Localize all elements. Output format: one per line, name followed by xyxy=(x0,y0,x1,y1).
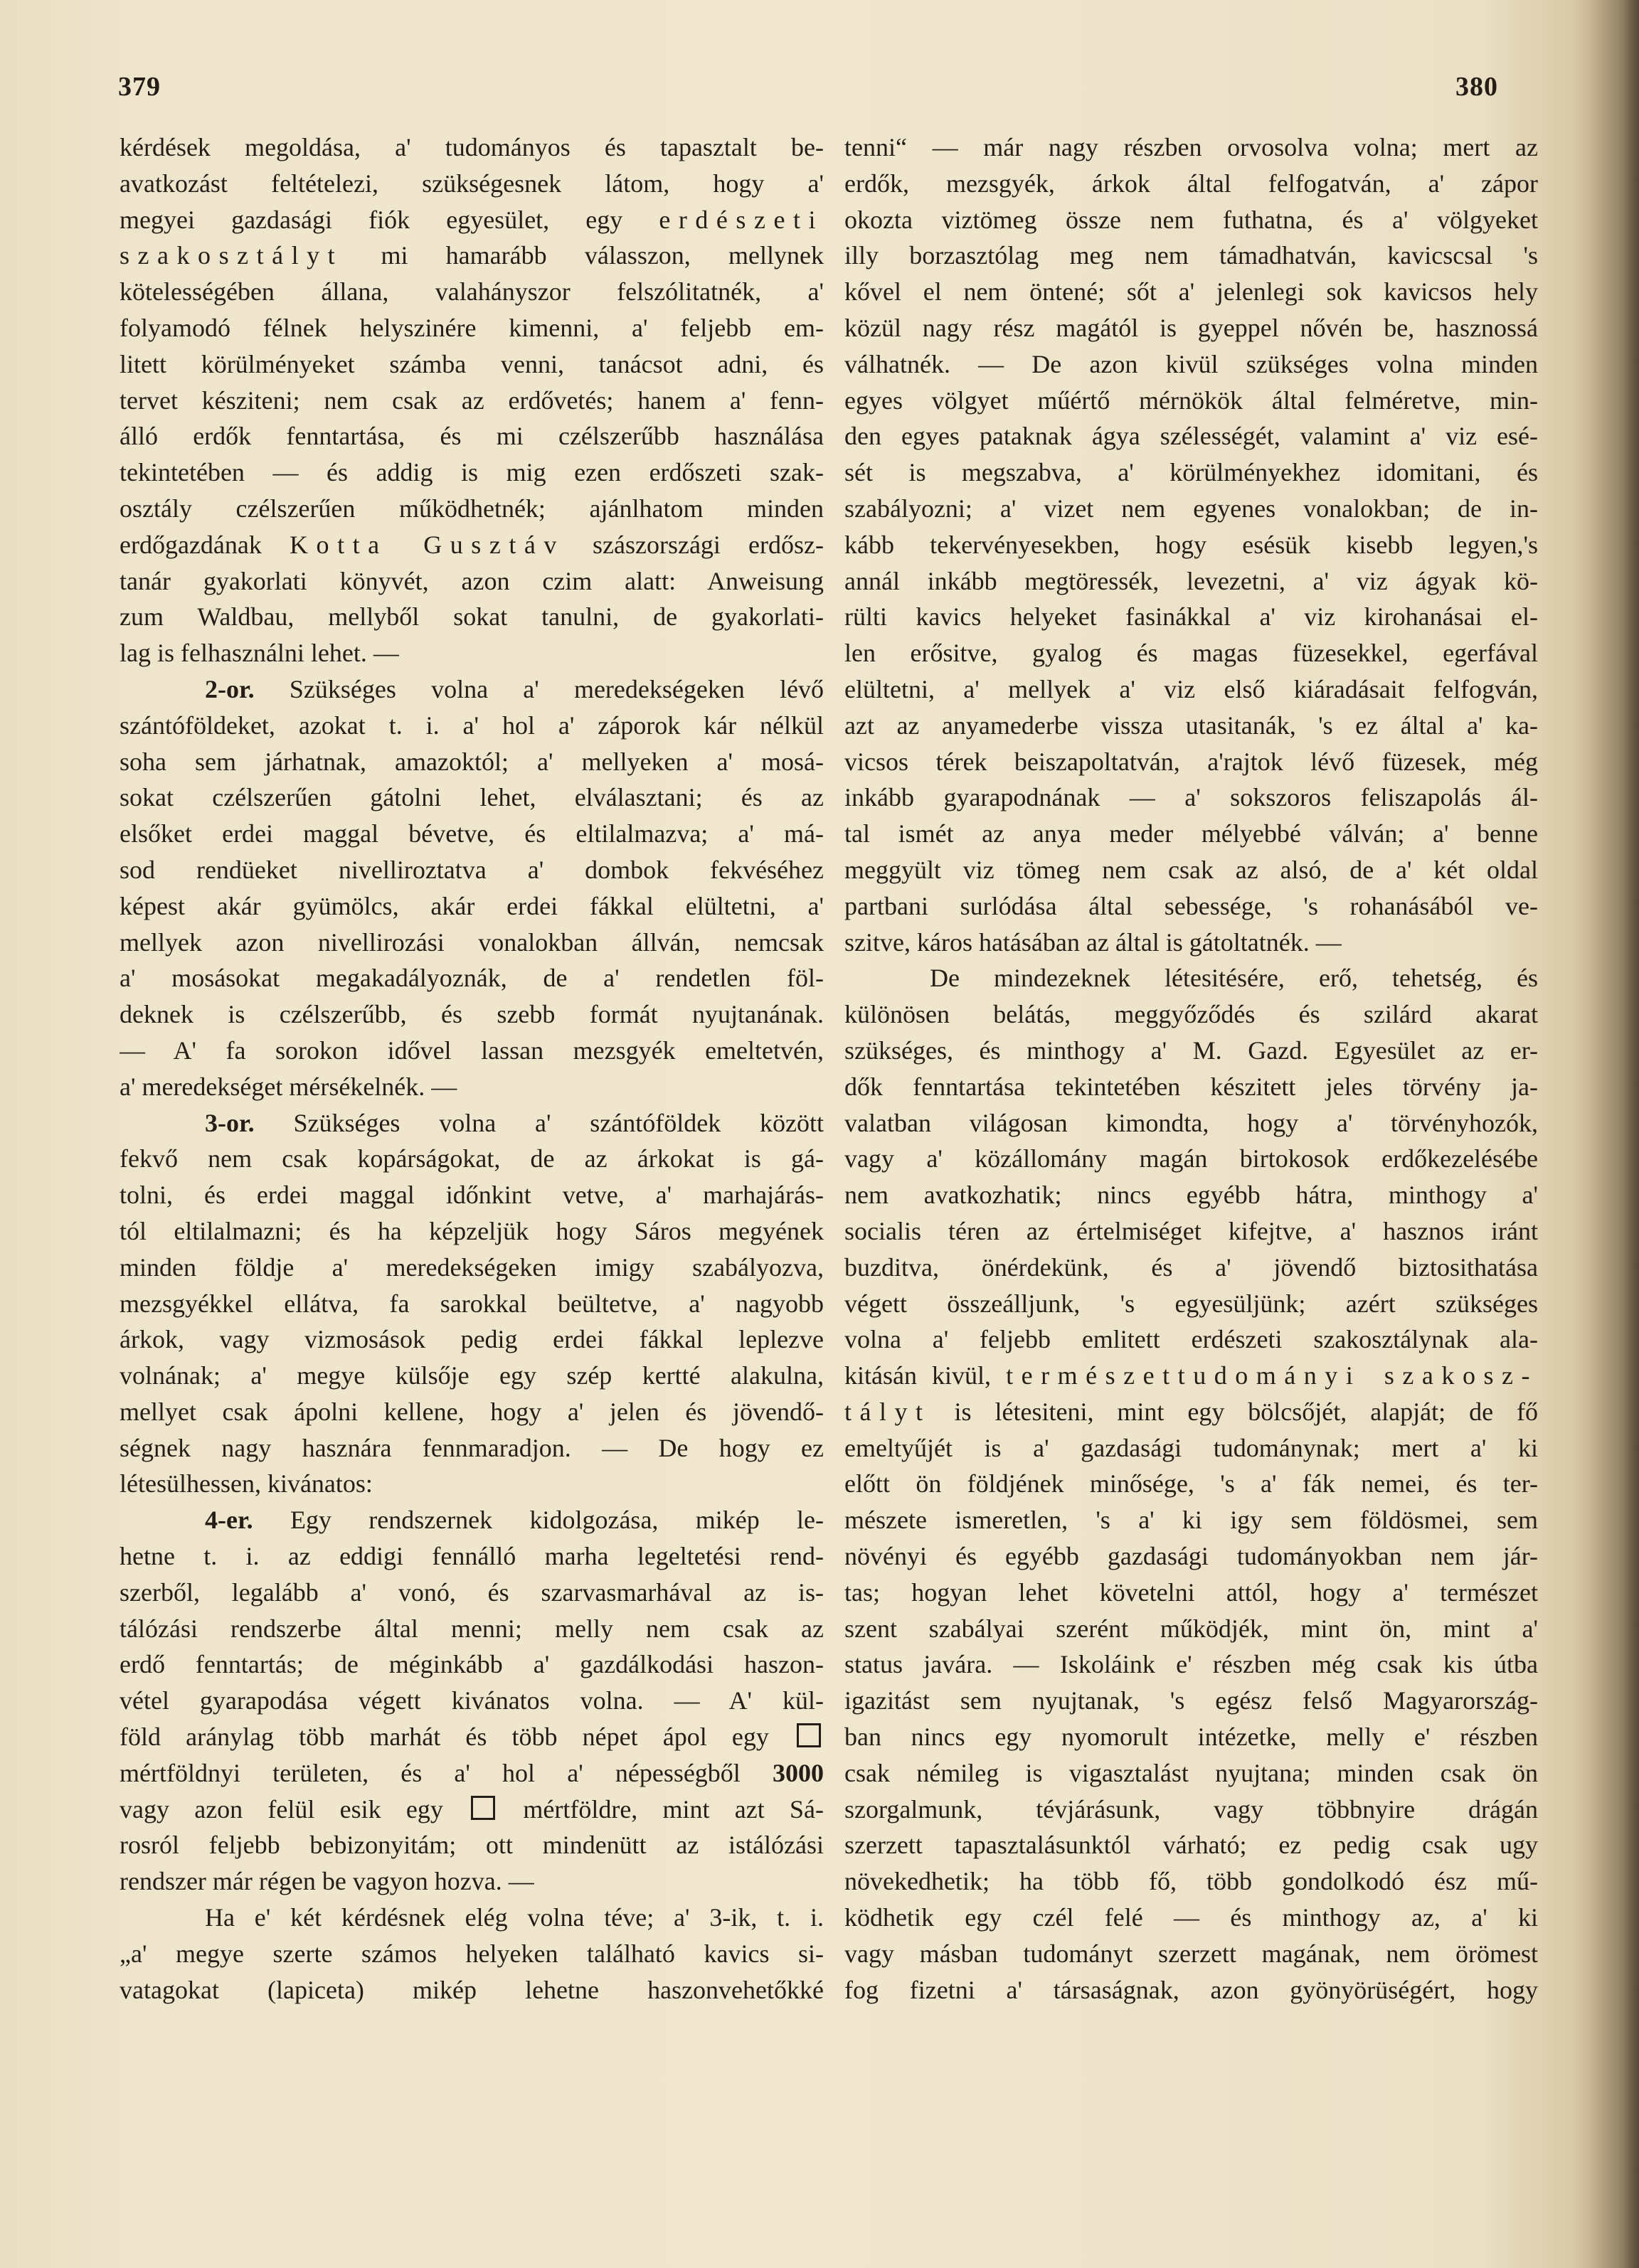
line-text: avatkozást feltételezi, szükségesnek látom, hogy a' xyxy=(120,169,824,198)
text-line xyxy=(120,1177,824,1213)
line-text: mértföldnyi területen, és a' hol a' népességből xyxy=(120,1758,741,1787)
line-text: mellyet csak ápolni kellene, hogy a' jelen és jövendő- xyxy=(120,1397,824,1426)
line-text: tekintetében — és addig is mig ezen erdőszeti szak- xyxy=(120,458,824,487)
text-line xyxy=(120,1105,824,1141)
text-line xyxy=(120,1250,824,1286)
text-line xyxy=(120,708,824,744)
line-text: mészete ismeretlen, 's a' ki igy sem földösmei, sem xyxy=(844,1506,1538,1535)
text-line xyxy=(120,1538,824,1575)
text-line xyxy=(844,816,1538,852)
line-text: kább tekervényesekben, hogy esésük kisebb legyen,'s xyxy=(844,530,1538,559)
text-line xyxy=(120,1430,824,1466)
line-text: szántóföldeket, azokat t. i. a' hol a' záporok kár nélkül xyxy=(120,710,824,740)
line-text: „a' megye szerte számos helyeken található kavics si- xyxy=(120,1939,824,1968)
line-text: status javára. — Iskoláink e' részben még csak kis útba xyxy=(844,1650,1538,1679)
text-line xyxy=(844,274,1538,310)
line-text: előtt ön földjének minősége, 's a' fák nemei, és ter- xyxy=(844,1469,1538,1498)
text-line xyxy=(120,166,824,202)
line-text: minden földje a' meredekségeken imigy szabályozva, xyxy=(120,1252,824,1282)
line-text: den egyes pataknak ágya szélességét, valamint a' viz esé- xyxy=(844,422,1538,451)
line-text: tolni, és erdei maggal időnkint vetve, a' marhajárás- xyxy=(120,1181,824,1210)
text-line xyxy=(120,816,824,852)
line-text: rosról feljebb bebizonyitám; ott mindenütt az istálózási xyxy=(120,1831,824,1860)
text-line xyxy=(120,491,824,527)
line-text: kérdések megoldása, a' tudományos és tapasztalt be- xyxy=(120,133,824,161)
text-line xyxy=(844,779,1538,816)
text-line xyxy=(844,1466,1538,1502)
text-line xyxy=(844,1394,1538,1430)
text-line xyxy=(120,1575,824,1611)
text-line xyxy=(120,1141,824,1177)
text-line xyxy=(844,310,1538,346)
line-text: vagy másban tudományt szerzett magának, nem örömest xyxy=(844,1939,1538,1968)
text-line xyxy=(120,1755,824,1791)
text-line xyxy=(844,563,1538,600)
line-text: rülti kavics helyeket fasinákkal a' viz kirohanásai el- xyxy=(844,602,1538,632)
spaced-emphasis-text: természettudományi szakosz- xyxy=(1006,1361,1538,1390)
line-text: rendszer már régen be vagyon hozva. — xyxy=(120,1867,534,1896)
line-text: végett összeálljunk, 's egyesüljünk; azért szükséges xyxy=(844,1289,1538,1318)
line-text: Ha e' két kérdésnek elég volna téve; a' 3-ik, t. i. xyxy=(205,1903,824,1932)
text-line xyxy=(844,635,1538,671)
line-text: kötelességében állana, valahányszor felszólitatnék, a' xyxy=(120,277,824,307)
text-line xyxy=(844,166,1538,202)
line-text: meggyült viz tömeg nem csak az alsó, de a' két oldal xyxy=(844,855,1538,884)
line-text: partbani surlódása által sebessége, 's rohanásából ve- xyxy=(844,891,1538,920)
text-line xyxy=(120,779,824,816)
text-line xyxy=(844,1502,1538,1538)
line-text: valatban világosan kimondta, hogy a' törvényhozók, xyxy=(844,1108,1538,1137)
text-line xyxy=(844,1105,1538,1141)
line-text: emeltyűjét is a' gazdasági tudománynak; mert a' ki xyxy=(844,1433,1538,1462)
line-text: kitásán kivül, xyxy=(844,1361,992,1390)
square-mile-symbol-icon xyxy=(797,1723,821,1747)
text-line xyxy=(844,599,1538,635)
text-line xyxy=(120,1358,824,1394)
page-edge-shadow xyxy=(1589,0,1639,2268)
line-text: tanár gyakorlati könyvét, azon czim alatt: Anweisung xyxy=(120,566,824,595)
text-line xyxy=(120,744,824,780)
line-text: ködhetik egy czél felé — és minthogy az, a' ki xyxy=(844,1903,1538,1932)
line-text: zum Waldbau, mellyből sokat tanulni, de gyakorlati- xyxy=(120,602,824,632)
line-text: vagy a' közállomány magán birtokosok erdőkezelésébe xyxy=(844,1144,1538,1173)
text-line xyxy=(120,310,824,346)
text-line xyxy=(120,925,824,961)
section-number: 3-or. xyxy=(205,1108,255,1137)
line-text: Szükséges volna a' szántóföldek között xyxy=(293,1108,824,1137)
line-text: szerből, legalább a' vonó, és szarvasmarhával az is- xyxy=(120,1577,824,1607)
text-line xyxy=(844,491,1538,527)
text-line xyxy=(120,454,824,491)
text-line xyxy=(120,1936,824,1972)
line-text: len erősitve, gyalog és magas füzesekkel, egerfával xyxy=(844,639,1538,668)
line-text: árkok, vagy vizmosások pedig erdei fákkal leplezve xyxy=(120,1325,824,1354)
line-text: tálózási rendszerbe által menni; melly nem csak az xyxy=(120,1614,824,1643)
text-line xyxy=(844,960,1538,996)
line-text: ban nincs egy nyomorult intézetke, melly e' részben xyxy=(844,1723,1538,1752)
text-line xyxy=(120,274,824,310)
line-text: vicsos térek beiszapoltatván, a'rajtok lévő füzesek, még xyxy=(844,747,1538,776)
text-line xyxy=(120,599,824,635)
text-line xyxy=(844,383,1538,419)
text-line xyxy=(844,1286,1538,1322)
text-line xyxy=(844,671,1538,708)
line-text: mellyek azon nivellirozási vonalokban állván, nemcsak xyxy=(120,927,824,957)
line-text: nem avatkozhatik; nincs egyébb hátra, minthogy a' xyxy=(844,1181,1538,1210)
text-line xyxy=(120,1827,824,1863)
line-text: sokat czélszerűen gátolni lehet, elválasztani; és az xyxy=(120,783,824,812)
text-line xyxy=(844,1069,1538,1105)
line-text: létesülhessen, kivánatos: xyxy=(120,1469,373,1498)
text-line xyxy=(844,1683,1538,1719)
text-line xyxy=(844,708,1538,744)
line-text: igazitást sem nyujtanak, 's egész felső Magyarország- xyxy=(844,1686,1538,1715)
text-line xyxy=(120,888,824,925)
line-text: fekvő nem csak kopárságokat, de az árkokat is gá- xyxy=(120,1144,824,1173)
line-text: osztály czélszerűen működhetnék; ajánlhatom minden xyxy=(120,494,824,523)
line-text: volnának; a' megye külsője egy szép kertté alakulna, xyxy=(120,1361,824,1390)
line-text: soha sem járhatnak, amazoktól; a' mellyeken a' mosá- xyxy=(120,747,824,776)
line-text: föld aránylag több marhát és több népet ápol egy xyxy=(120,1723,769,1752)
text-line xyxy=(844,1575,1538,1611)
line-text: volna a' feljebb emlitett erdészeti szakosztálynak ala- xyxy=(844,1325,1538,1354)
text-line xyxy=(844,744,1538,780)
line-text: elültetni, a' mellyek a' viz első kiáradásait felfogván, xyxy=(844,674,1538,703)
text-line xyxy=(844,1827,1538,1863)
text-line xyxy=(120,238,824,274)
spaced-emphasis-text: szakosztályt xyxy=(120,241,344,270)
line-text: folyamodó félnek helyszinére kimenni, a' feljebb em- xyxy=(120,313,824,342)
text-line xyxy=(844,1033,1538,1069)
line-text: illy borzasztólag meg nem támadhatván, kavicscsal 's xyxy=(844,241,1538,270)
line-text: szászországi erdősz- xyxy=(593,530,824,559)
text-line xyxy=(844,1646,1538,1683)
line-text: szabályozni; a' vizet nem egyenes vonalokban; de in- xyxy=(844,494,1538,523)
text-line xyxy=(120,418,824,454)
line-text: megyei gazdasági fiók egyesület, egy xyxy=(120,205,623,234)
text-line xyxy=(120,1286,824,1322)
text-line xyxy=(120,1466,824,1502)
line-text: növekedhetik; ha több fő, több gondolkodó ész mű- xyxy=(844,1867,1538,1896)
text-line xyxy=(120,129,824,166)
text-line xyxy=(120,1033,824,1069)
line-text: — A' fa sorokon idővel lassan mezsgyék emeltetvén, xyxy=(120,1035,824,1065)
line-text: okozta viztömeg össze nem futhatna, és a' völgyeket xyxy=(844,205,1538,234)
text-line xyxy=(844,925,1538,961)
text-line xyxy=(844,1900,1538,1936)
text-line xyxy=(844,202,1538,238)
line-text: azt az anyamederbe vissza utasitanák, 's ez által a' ka- xyxy=(844,710,1538,740)
text-line xyxy=(120,563,824,600)
line-text: válhatnék. — De azon kivül szükséges volna minden xyxy=(844,349,1538,378)
left-text-column xyxy=(120,129,824,2008)
text-line xyxy=(844,888,1538,925)
text-line xyxy=(120,1069,824,1105)
text-line xyxy=(120,346,824,383)
line-text: buzditva, önérdekünk, és a' jövendő biztosithatása xyxy=(844,1252,1538,1282)
line-text: a' mosásokat megakadályoznák, de a' rendetlen föl- xyxy=(120,964,824,993)
spaced-emphasis-text: tályt xyxy=(844,1397,931,1426)
text-line xyxy=(844,238,1538,274)
line-text: fog fizetni a' társaságnak, azon gyönyörüségért, hogy xyxy=(844,1975,1538,2004)
text-line xyxy=(120,1900,824,1936)
line-text: sét is megszabva, a' körülményekhez idomitani, és xyxy=(844,458,1538,487)
text-line xyxy=(120,1791,824,1828)
line-text: képest akár gyümölcs, akár erdei fákkal elültetni, a' xyxy=(120,891,824,920)
text-line xyxy=(120,1972,824,2008)
line-text: szükséges, és minthogy a' M. Gazd. Egyesület az er- xyxy=(844,1035,1538,1065)
line-text: vagy azon felül esik egy xyxy=(120,1794,443,1824)
spaced-emphasis-text: Kotta Gusztáv xyxy=(290,530,565,559)
text-line xyxy=(120,383,824,419)
line-text: vatagokat (lapiceta) mikép lehetne haszonvehetőkké xyxy=(120,1975,824,2004)
text-line xyxy=(120,1394,824,1430)
line-text: sod rendüeket nivelliroztatva a' dombok fekvéséhez xyxy=(120,855,824,884)
text-line xyxy=(120,635,824,671)
text-line xyxy=(120,852,824,888)
line-text: is létesiteni, mint egy bölcsőjét, alapját; de fő xyxy=(954,1397,1538,1426)
line-text: tenni“ — már nagy részben orvosolva volna; mert az xyxy=(844,133,1538,161)
line-text: deknek is czélszerűbb, és szebb formát nyujtanának. xyxy=(120,1000,824,1029)
line-text: szent szabályai szerént működjék, mint ön, mint a' xyxy=(844,1614,1538,1643)
text-line xyxy=(844,527,1538,563)
text-line xyxy=(844,346,1538,383)
text-line xyxy=(120,960,824,996)
text-line xyxy=(844,1430,1538,1466)
text-line xyxy=(120,1683,824,1719)
text-line xyxy=(120,1719,824,1755)
line-text: hetne t. i. az eddigi fennálló marha legeltetési rend- xyxy=(120,1542,824,1571)
line-text: socialis téren az értelmiséget kifejtve, a' hasznos iránt xyxy=(844,1216,1538,1245)
line-text: elsőket erdei maggal bévetve, és eltilalmazva; a' má- xyxy=(120,819,824,848)
line-text: vétel gyarapodása végett kivánatos volna. — A' kül- xyxy=(120,1686,824,1715)
text-line xyxy=(844,1213,1538,1250)
text-line xyxy=(844,1755,1538,1791)
line-text: tervet késziteni; nem csak az erdővetés; hanem a' fenn- xyxy=(120,385,824,415)
text-line xyxy=(844,996,1538,1033)
text-line xyxy=(120,1863,824,1900)
line-text: tas; hogyan lehet követelni attól, hogy a' természet xyxy=(844,1577,1538,1607)
line-text: szorgalmunk, tévjárásunk, vagy többnyire drágán xyxy=(844,1794,1538,1824)
line-text: különösen belátás, meggyőződés és szilárd akarat xyxy=(844,1000,1538,1029)
text-line xyxy=(844,1177,1538,1213)
text-line xyxy=(844,418,1538,454)
line-text: mi hamarább válasszon, mellynek xyxy=(381,241,824,270)
text-line xyxy=(120,1213,824,1250)
text-line xyxy=(120,1321,824,1358)
text-line xyxy=(844,1936,1538,1972)
text-line xyxy=(120,1646,824,1683)
line-text: mértföldre, mint azt Sá- xyxy=(523,1794,824,1824)
line-text: inkább gyarapodnának — a' sokszoros feliszapolás ál- xyxy=(844,783,1538,812)
line-text: De mindezeknek létesitésére, erő, tehetség, és xyxy=(930,964,1538,993)
right-text-column xyxy=(844,129,1538,2008)
page-number-left: 379 xyxy=(118,72,161,102)
line-text: szerzett tapasztalásunktól várható; ez pedig csak ugy xyxy=(844,1831,1538,1860)
page-number-right: 380 xyxy=(1455,72,1498,102)
text-line xyxy=(844,1972,1538,2008)
text-line xyxy=(844,1358,1538,1394)
line-text: mezsgyékkel ellátva, fa sarokkal beültetve, a' nagyobb xyxy=(120,1289,824,1318)
number-value: 3000 xyxy=(773,1758,824,1787)
line-text: szitve, káros hatásában az által is gátoltatnék. — xyxy=(844,927,1342,957)
line-text: Szükséges volna a' meredekségeken lévő xyxy=(289,674,824,703)
text-line xyxy=(844,1141,1538,1177)
text-line xyxy=(844,1611,1538,1647)
text-line xyxy=(120,202,824,238)
text-line xyxy=(844,1250,1538,1286)
line-text: ségnek nagy hasznára fennmaradjon. — De hogy ez xyxy=(120,1433,824,1462)
line-text: annál inkább megtöressék, levezetni, a' viz ágyak kö- xyxy=(844,566,1538,595)
text-line xyxy=(844,852,1538,888)
section-number: 4-er. xyxy=(205,1506,253,1535)
text-line xyxy=(120,671,824,708)
text-line xyxy=(844,1791,1538,1828)
text-line xyxy=(120,996,824,1033)
line-text: csak némileg is vigasztalást nyujtana; minden csak ön xyxy=(844,1758,1538,1787)
text-line xyxy=(844,1538,1538,1575)
text-line xyxy=(844,129,1538,166)
line-text: növényi és egyébb gazdasági tudományokban nem jár- xyxy=(844,1542,1538,1571)
text-line xyxy=(120,527,824,563)
line-text: litett körülményeket számba venni, tanácsot adni, és xyxy=(120,349,824,378)
line-text: tal ismét az anya meder mélyebbé válván; a' benne xyxy=(844,819,1538,848)
line-text: erdők, mezsgyék, árkok által felfogatván, a' zápor xyxy=(844,169,1538,198)
line-text: a' meredekséget mérsékelnék. — xyxy=(120,1072,457,1101)
line-text: álló erdők fenntartása, és mi czélszerűbb használása xyxy=(120,422,824,451)
spaced-emphasis-text: erdészeti xyxy=(659,205,824,234)
line-text: erdőgazdának xyxy=(120,530,262,559)
text-line xyxy=(844,1321,1538,1358)
line-text: egyes völgyet műértő mérnökök által felméretve, min- xyxy=(844,385,1538,415)
section-number: 2-or. xyxy=(205,674,255,703)
line-text: dők fenntartása tekintetében készitett jeles törvény ja- xyxy=(844,1072,1538,1101)
line-text: kővel el nem öntené; sőt a' jelenlegi sok kavicsos hely xyxy=(844,277,1538,307)
text-line xyxy=(120,1611,824,1647)
square-mile-symbol-icon xyxy=(471,1796,495,1820)
line-text: lag is felhasználni lehet. — xyxy=(120,639,399,668)
line-text: közül nagy rész magától is gyeppel nővén be, hasznossá xyxy=(844,313,1538,342)
text-line xyxy=(120,1502,824,1538)
text-line xyxy=(844,1719,1538,1755)
line-text: Egy rendszernek kidolgozása, mikép le- xyxy=(290,1506,824,1535)
text-line xyxy=(844,454,1538,491)
line-text: erdő fenntartás; de méginkább a' gazdálkodási haszon- xyxy=(120,1650,824,1679)
text-line xyxy=(844,1863,1538,1900)
line-text: tól eltilalmazni; és ha képzeljük hogy Sáros megyének xyxy=(120,1216,824,1245)
